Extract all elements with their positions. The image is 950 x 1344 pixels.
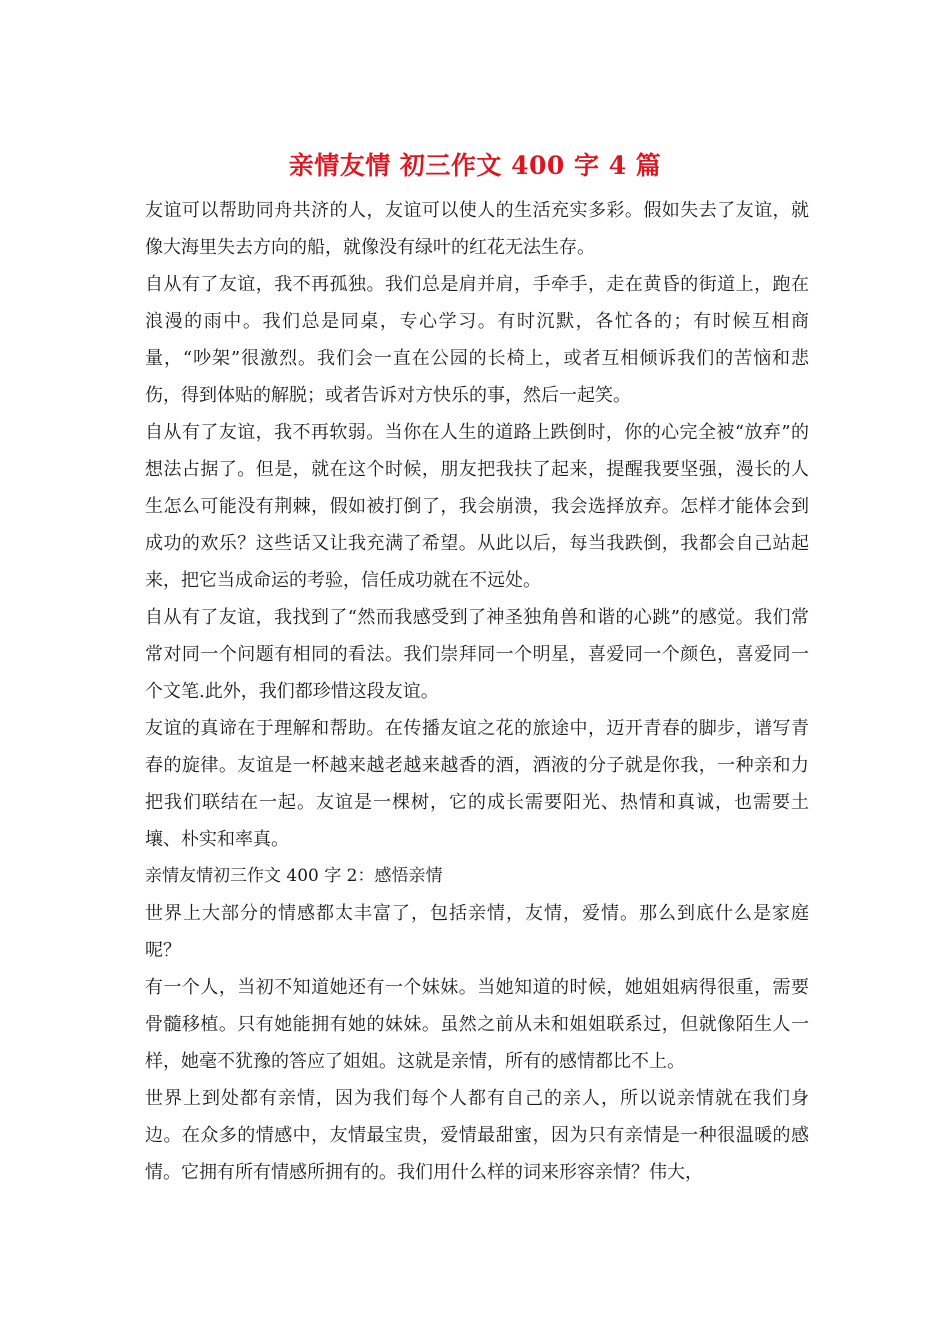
paragraph-1: 友谊可以帮助同舟共济的人，友谊可以使人的生活充实多彩。假如失去了友谊，就像大海里失去方向的船，就像没有绿叶的红花无法生存。 — [145, 200, 809, 258]
paragraph-2: 自从有了友谊，我不再孤独。我们总是肩并肩，手牵手，走在黄昏的街道上，跑在浪漫的雨中。我们总是同桌，专心学习。有时沉默，各忙各的；有时候互相商量，“吵架”很激烈。我们会一直在公园的长椅上，或者互相倾诉我们的苦恼和悲伤，得到体贴的解脱；或者告诉对方快乐的事，然后一起笑。 — [145, 274, 809, 406]
paragraph-7: 有一个人，当初不知道她还有一个妹妹。当她知道的时候，她姐姐病得很重，需要骨髓移植。只有她能拥有她的妹妹。虽然之前从未和姐姐联系过，但就像陌生人一样，她毫不犹豫的答应了姐姐。这就是亲情，所有的感情都比不上。 — [145, 977, 809, 1072]
section-heading-2: 亲情友情初三作文 400 字 2：感悟亲情 — [145, 866, 443, 886]
document-title: 亲情友情 初三作文 400 字 4 篇 — [288, 151, 662, 180]
paragraph-5: 友谊的真谛在于理解和帮助。在传播友谊之花的旅途中，迈开青春的脚步，谱写青春的旋律。友谊是一杯越来越老越来越香的酒，酒液的分子就是你我，一种亲和力把我们联结在一起。友谊是一棵树，它的成长需要阳光、热情和真诚，也需要土壤、朴实和率真。 — [145, 718, 809, 850]
paragraph-8: 世界上到处都有亲情，因为我们每个人都有自己的亲人，所以说亲情就在我们身边。在众多的情感中，友情最宝贵，爱情最甜蜜，因为只有亲情是一种很温暖的感情。它拥有所有情感所拥有的。我们用什么样的词来形容亲情？伟大， — [145, 1088, 809, 1183]
paragraph-3: 自从有了友谊，我不再软弱。当你在人生的道路上跌倒时，你的心完全被“放弃”的想法占据了。但是，就在这个时候，朋友把我扶了起来，提醒我要坚强，漫长的人生怎么可能没有荆棘，假如被打倒了，我会崩溃，我会选择放弃。怎样才能体会到成功的欢乐？这些话又让我充满了希望。从此以后，每当我跌倒，我都会自己站起来，把它当成命运的考验，信任成功就在不远处。 — [145, 422, 809, 591]
document-body — [145, 192, 809, 1191]
paragraph-4: 自从有了友谊，我找到了“然而我感受到了神圣独角兽和谐的心跳”的感觉。我们常常对同一个问题有相同的看法。我们崇拜同一个明星，喜爱同一个颜色，喜爱同一个文笔.此外，我们都珍惜这段友谊。 — [145, 607, 809, 702]
paragraph-6: 世界上大部分的情感都太丰富了，包括亲情，友情，爱情。那么到底什么是家庭呢？ — [145, 903, 809, 961]
